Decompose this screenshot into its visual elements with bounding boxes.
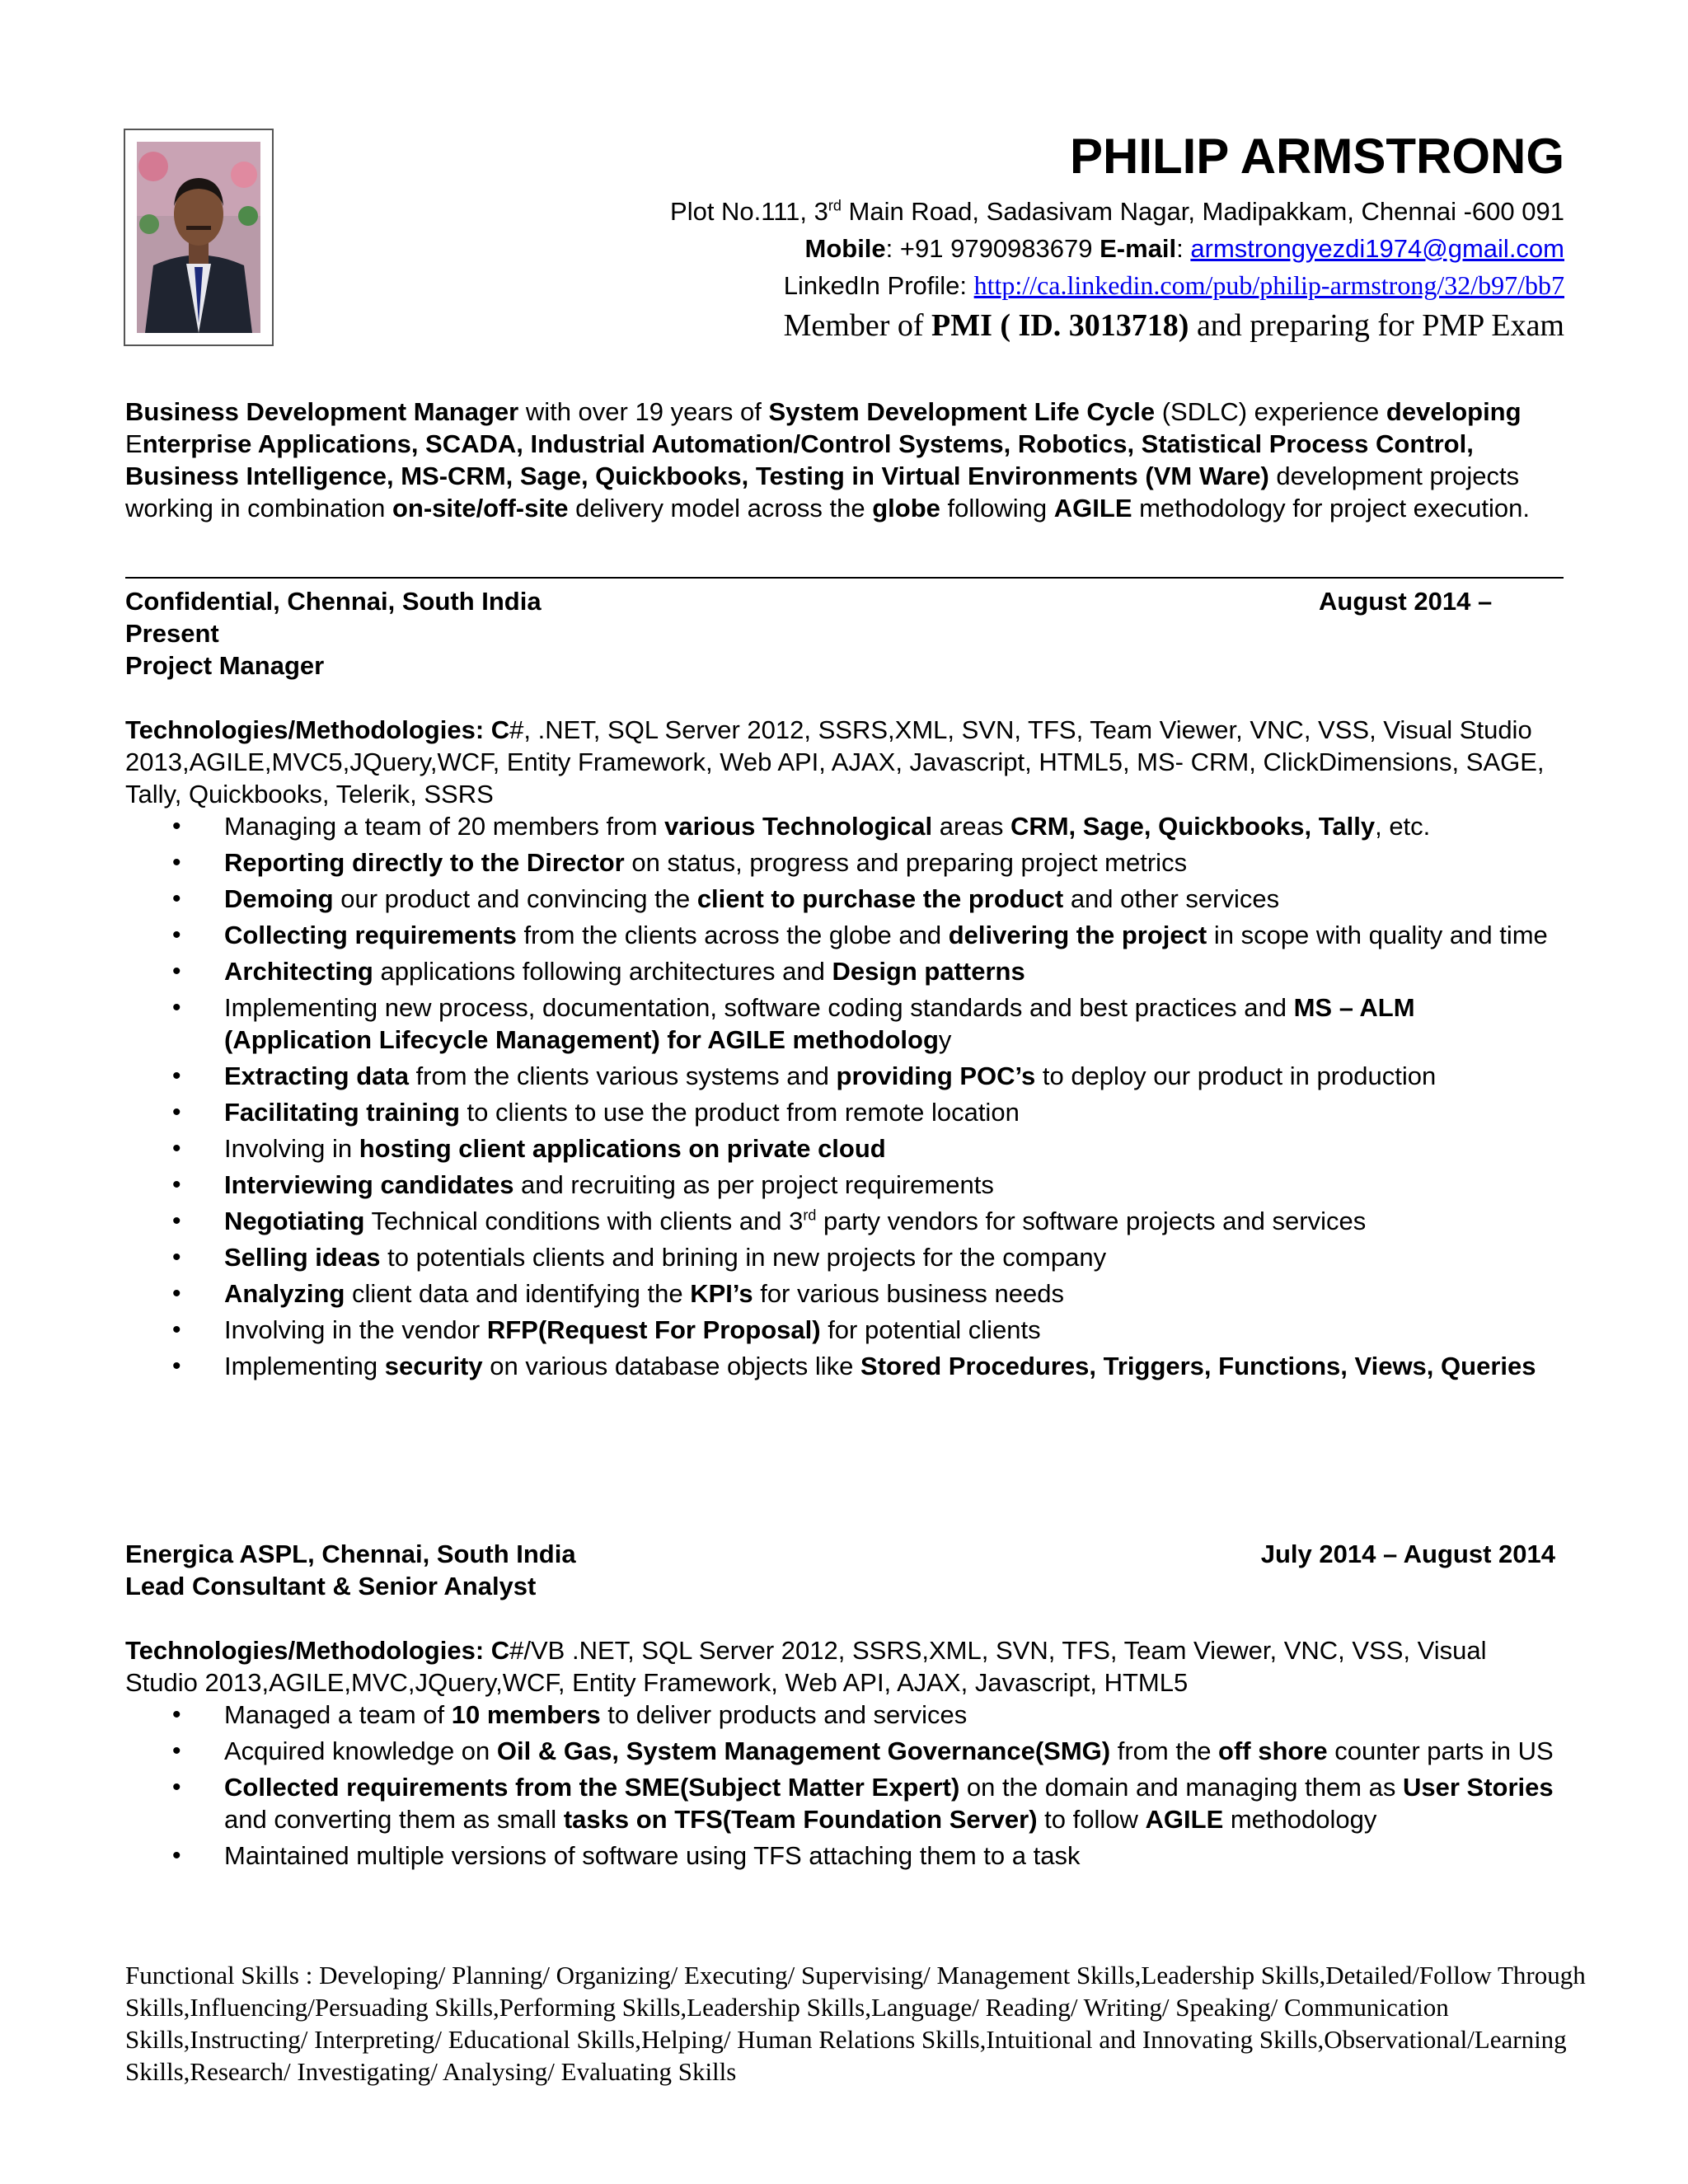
address-start: Plot No.111, 3 [670, 197, 828, 226]
bullet-item [224, 883, 1564, 915]
bullet-item [224, 810, 1564, 842]
text-run: Involving in [224, 1134, 359, 1163]
candidate-name: PHILIP ARMSTRONG [1069, 129, 1564, 184]
summary-paragraph [125, 396, 1564, 524]
bullet-item [224, 1060, 1564, 1092]
email-link[interactable]: armstrongyezdi1974@gmail.com [1190, 234, 1564, 263]
bold-text: Collected requirements from the SME(Subject Matter Expert) [224, 1773, 960, 1802]
bullet-item [224, 1735, 1564, 1767]
bullet-item [224, 1840, 1564, 1872]
tech-label: Technologies/Methodologies: C [125, 1636, 510, 1665]
bold-text: Design patterns [832, 957, 1025, 986]
text-run: and other services [1063, 884, 1280, 913]
bold-text: providing POC’s [836, 1062, 1036, 1090]
bold-text: Business Development Manager [125, 397, 519, 426]
text-run: Acquired knowledge on [224, 1736, 497, 1765]
text-run: Involving in the vendor [224, 1315, 487, 1344]
responsibilities-list [125, 1699, 1564, 1872]
bold-text: Oil & Gas, System Management Governance(SMG) [496, 1736, 1111, 1765]
text-run: delivery model across the [568, 494, 873, 523]
job-header [125, 1538, 1564, 1602]
bold-text: RFP(Request For Proposal) [486, 1315, 821, 1344]
bullet-item [224, 1699, 1564, 1731]
text-run: from the clients various systems and [408, 1062, 837, 1090]
bold-text: Negotiating [224, 1207, 365, 1235]
text-run: following [940, 494, 1054, 523]
text-run: from the clients across the globe and [516, 921, 949, 949]
bullet-item [224, 1205, 1564, 1237]
functional-skills: Functional Skills : Developing/ Planning/ Organizing/ Executing/ Supervising/ Management Skills,Leadership Skills,Detailed/Follow Through Skills,Influencing/Persuading Skills,Performing Skills,Leadership Skills,Language/ Reading/ Writing/ Speaking/ Communication Skills,Instructing/ Interpreting/ Educational Skills,Helping/ Human Relations Skills,Intuitional and Innovating Skills,Observational/Learning Skills,Research/ Investigating/ Analysing/ Evaluating Skills [125, 1961, 1586, 2086]
text-run: from the [1110, 1736, 1219, 1765]
bold-text: tasks on TFS(Team Foundation Server) [563, 1805, 1038, 1834]
bold-text: developing [1386, 397, 1522, 426]
text-run: on status, progress and preparing project metrics [624, 848, 1188, 877]
section-divider [125, 577, 1564, 579]
tech-label: Technologies/Methodologies: C [125, 715, 510, 744]
job-confidential [125, 585, 1564, 1386]
bold-text: hosting client applications on private cloud [359, 1134, 886, 1163]
bold-text: Architecting [224, 957, 373, 986]
job-date-cont: Present [125, 619, 219, 648]
contact-line [493, 230, 1564, 267]
text-run: , etc. [1375, 812, 1431, 841]
bullet-item [224, 1241, 1564, 1273]
bold-text: Analyzing [224, 1279, 345, 1308]
company-name: Confidential, Chennai, South India [125, 587, 542, 616]
email-label: E-mail [1100, 234, 1177, 263]
text-run: to clients to use the product from remote location [459, 1098, 1020, 1127]
bullet-item [224, 1169, 1564, 1201]
text-run: counter parts in US [1327, 1736, 1554, 1765]
linkedin-label: LinkedIn Profile: [783, 271, 974, 300]
bold-text: Reporting directly to the Director [224, 848, 625, 877]
text-run: party vendors for software projects and services [816, 1207, 1367, 1235]
job-title: Project Manager [125, 651, 325, 680]
text-run: methodology for project execution. [1132, 494, 1530, 523]
job-header [125, 585, 1564, 682]
bullet-item [224, 1132, 1564, 1165]
text-run: rd [803, 1207, 817, 1224]
bold-text: off shore [1218, 1736, 1328, 1765]
bullet-item [224, 846, 1564, 879]
bold-text: nterprise Applications, SCADA, Industrial Automation/Control Systems, Robotics, Statistical Process Control, Business Intelligence, MS-CRM, Sage, Quickbooks, Testing in Virtual Environments (VM Ware) [125, 429, 1474, 490]
text-run: with over 19 years of [518, 397, 769, 426]
text-run: E [125, 429, 143, 458]
text-run: to potentials clients and brining in new projects for the company [380, 1243, 1107, 1272]
address-end: Main Road, Sadasivam Nagar, Madipakkam, Chennai -600 091 [841, 197, 1564, 226]
text-run: to follow [1037, 1805, 1146, 1834]
technologies [125, 1634, 1564, 1699]
text-run: methodology [1223, 1805, 1377, 1834]
job-title: Lead Consultant & Senior Analyst [125, 1572, 537, 1601]
mobile-label: Mobile [804, 234, 886, 263]
tech-list: #, .NET, SQL Server 2012, SSRS,XML, SVN, TFS, Team Viewer, VNC, VSS, Visual Studio 2013,AGILE,MVC5,JQuery,WCF, Entity Framework, Web API, AJAX, Javascript, HTML5, MS- CRM, ClickDimensions, SAGE, Tally, Quickbooks, Telerik, SSRS [125, 715, 1545, 808]
bold-text: Stored Procedures, Triggers, Functions, Views, Queries [860, 1352, 1536, 1380]
address-line [493, 193, 1564, 230]
bullet-item [224, 919, 1564, 951]
pmi-start: Member of [783, 308, 932, 343]
resume-header [493, 125, 1564, 347]
job-date: August 2014 – [1319, 587, 1493, 616]
bold-text: System Development Life Cycle [768, 397, 1156, 426]
text-run: Implementing [224, 1352, 385, 1380]
bold-text: 10 members [451, 1700, 601, 1729]
bullet-item [224, 1277, 1564, 1310]
text-run: Maintained multiple versions of software using TFS attaching them to a task [224, 1841, 1081, 1870]
mobile-value: : +91 9790983679 [885, 234, 1100, 263]
text-run: Technical conditions with clients and 3 [364, 1207, 804, 1235]
bold-text: on-site/off-site [392, 494, 569, 523]
bold-text: delivering the project [948, 921, 1207, 949]
job-energica [125, 1538, 1564, 1876]
pmi-line [493, 304, 1564, 347]
technologies [125, 714, 1564, 810]
bold-text: User Stories [1402, 1773, 1554, 1802]
bold-text: AGILE [1145, 1805, 1224, 1834]
tech-list: #/VB .NET, SQL Server 2012, SSRS,XML, SVN, TFS, Team Viewer, VNC, VSS, Visual Studio 2013,AGILE,MVC,JQuery,WCF, Entity Framework, Web API, AJAX, Javascript, HTML5 [125, 1636, 1487, 1697]
bold-text: MS – ALM (Application Lifecycle Management) for AGILE methodolog [224, 993, 1415, 1054]
email-separator: : [1176, 234, 1191, 263]
bold-text: KPI’s [690, 1279, 753, 1308]
text-run: development projects working in combination [125, 462, 1520, 523]
address-sup: rd [828, 197, 842, 214]
text-run: Managed a team of [224, 1700, 452, 1729]
bold-text: globe [872, 494, 940, 523]
text-run: in scope with quality and time [1207, 921, 1548, 949]
text-run: areas [932, 812, 1010, 841]
bullet-item [224, 1771, 1564, 1835]
text-run: on various database objects like [482, 1352, 861, 1380]
bold-text: client to purchase the product [696, 884, 1064, 913]
job-date: July 2014 – August 2014 [1260, 1540, 1555, 1568]
text-run: to deliver products and services [600, 1700, 968, 1729]
linkedin-line [493, 267, 1564, 304]
text-run: our product and convincing the [333, 884, 697, 913]
text-run: on the domain and managing them as [959, 1773, 1403, 1802]
text-run: (SDLC) experience [1155, 397, 1386, 426]
person-photo-icon [137, 142, 260, 333]
text-run: to deploy our product in production [1035, 1062, 1437, 1090]
pmi-id: PMI ( ID. 3013718) [931, 308, 1189, 343]
responsibilities-list [125, 810, 1564, 1382]
bold-text: security [384, 1352, 483, 1380]
text-run: and recruiting as per project requirements [513, 1170, 994, 1199]
text-run: for potential clients [820, 1315, 1041, 1344]
bold-text: Extracting data [224, 1062, 409, 1090]
text-run: applications following architectures and [373, 957, 832, 986]
bold-text: Selling ideas [224, 1243, 381, 1272]
bullet-item [224, 955, 1564, 987]
bold-text: CRM, Sage, Quickbooks, Tally [1010, 812, 1376, 841]
bullet-item [224, 1096, 1564, 1128]
bold-text: AGILE [1053, 494, 1132, 523]
bold-text: Collecting requirements [224, 921, 517, 949]
profile-photo [124, 129, 274, 346]
text-run: and converting them as small [224, 1805, 564, 1834]
text-run: y [938, 1025, 952, 1054]
bullet-item [224, 991, 1564, 1056]
pmi-end: and preparing for PMP Exam [1189, 308, 1564, 343]
text-run: Managing a team of 20 members from [224, 812, 665, 841]
text-run: client data and identifying the [345, 1279, 691, 1308]
bold-text: Demoing [224, 884, 334, 913]
bold-text: Facilitating training [224, 1098, 460, 1127]
bullet-item [224, 1314, 1564, 1346]
bullet-item [224, 1350, 1564, 1382]
text-run: Implementing new process, documentation, software coding standards and best practices and [224, 993, 1294, 1022]
company-name: Energica ASPL, Chennai, South India [125, 1540, 576, 1568]
bold-text: Interviewing candidates [224, 1170, 514, 1199]
linkedin-link[interactable]: http://ca.linkedin.com/pub/philip-armstrong/32/b97/bb7 [973, 270, 1564, 300]
text-run: for various business needs [753, 1279, 1064, 1308]
bold-text: various Technological [664, 812, 933, 841]
